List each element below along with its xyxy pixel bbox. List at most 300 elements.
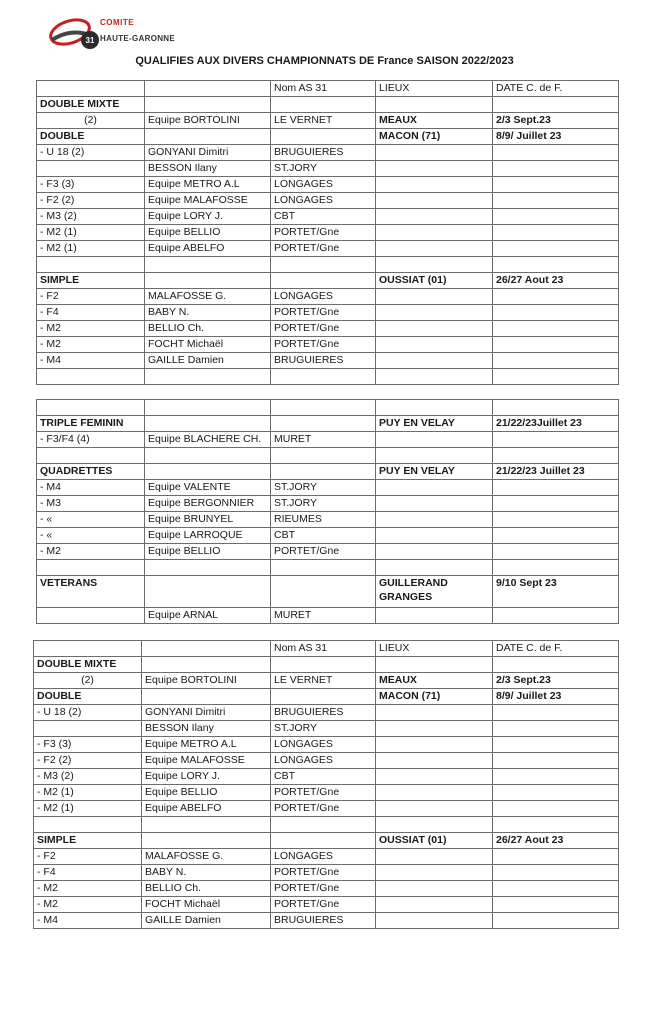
table-cell: ST.JORY <box>271 480 376 496</box>
table-row <box>37 161 619 177</box>
table-cell: PUY EN VELAY <box>376 416 493 432</box>
logo-number: 31 <box>85 36 95 45</box>
table-row <box>34 753 619 769</box>
table-cell <box>493 865 619 881</box>
table-cell: Nom AS 31 <box>271 641 376 657</box>
table-cell: MURET <box>271 432 376 448</box>
table-cell: DATE C. de F. <box>493 81 619 97</box>
table-cell: LONGAGES <box>271 193 376 209</box>
table-cell <box>145 81 271 97</box>
table-cell: GONYANI Dimitri <box>142 705 271 721</box>
table-cell: Equipe METRO A.L <box>142 737 271 753</box>
table-cell: RIEUMES <box>271 512 376 528</box>
table-cell <box>376 289 493 305</box>
table-row <box>37 512 619 528</box>
table-cell <box>271 657 376 673</box>
table-cell: - « <box>37 512 145 528</box>
table-row <box>34 705 619 721</box>
table-cell: Equipe BELLIO <box>145 544 271 560</box>
table-cell: DOUBLE MIXTE <box>37 97 145 113</box>
table-cell <box>376 448 493 464</box>
table-cell: FOCHT Michaël <box>145 337 271 353</box>
table-cell <box>376 753 493 769</box>
table-cell <box>493 289 619 305</box>
table-cell: Equipe ABELFO <box>145 241 271 257</box>
table-cell <box>376 305 493 321</box>
table-cell <box>37 369 145 385</box>
table-cell <box>142 641 271 657</box>
table-cell: 9/10 Sept 23 <box>493 576 619 608</box>
table-cell: 8/9/ Juillet 23 <box>493 689 619 705</box>
table-cell: 21/22/23Juillet 23 <box>493 416 619 432</box>
table-header-row <box>37 81 619 97</box>
table-cell <box>376 913 493 929</box>
table-cell <box>493 544 619 560</box>
table-cell: LONGAGES <box>271 737 376 753</box>
table-cell <box>145 400 271 416</box>
table-cell: ST.JORY <box>271 721 376 737</box>
table-cell: LONGAGES <box>271 177 376 193</box>
table-cell <box>493 257 619 273</box>
table-row <box>34 769 619 785</box>
table-row <box>34 785 619 801</box>
table-row <box>37 464 619 480</box>
table-cell <box>145 273 271 289</box>
table-cell: CBT <box>271 769 376 785</box>
table-row <box>34 801 619 817</box>
table-cell: DOUBLE <box>34 689 142 705</box>
table-cell <box>376 849 493 865</box>
table-cell: PORTET/Gne <box>271 321 376 337</box>
table-cell: FOCHT Michaël <box>142 897 271 913</box>
table-row <box>34 833 619 849</box>
table-cell: GAILLE Damien <box>145 353 271 369</box>
table-cell: 26/27 Aout 23 <box>493 273 619 289</box>
table-cell: BABY N. <box>145 305 271 321</box>
table-row <box>37 496 619 512</box>
table-cell: - M3 (2) <box>34 769 142 785</box>
table-row <box>37 560 619 576</box>
table-cell: Equipe ARNAL <box>145 608 271 624</box>
table-cell <box>271 257 376 273</box>
table-cell <box>493 480 619 496</box>
table-cell <box>493 369 619 385</box>
page-title: QUALIFIES AUX DIVERS CHAMPIONNATS DE France SAISON 2022/2023 <box>135 55 514 67</box>
table-cell: DOUBLE <box>37 129 145 145</box>
table-cell <box>493 817 619 833</box>
table-cell: - M2 <box>37 321 145 337</box>
table-row <box>34 865 619 881</box>
table-cell <box>376 801 493 817</box>
table-cell <box>271 689 376 705</box>
table-row <box>34 881 619 897</box>
table-row <box>34 673 619 689</box>
table-cell: Equipe BORTOLINI <box>142 673 271 689</box>
table-row <box>37 97 619 113</box>
table-cell <box>271 416 376 432</box>
table-row <box>34 817 619 833</box>
table-cell <box>145 560 271 576</box>
table-cell: MEAUX <box>376 113 493 129</box>
table-cell: PORTET/Gne <box>271 225 376 241</box>
table-cell <box>34 817 142 833</box>
table-row <box>37 369 619 385</box>
table-cell: LONGAGES <box>271 753 376 769</box>
table-cell <box>145 416 271 432</box>
table-cell: GAILLE Damien <box>142 913 271 929</box>
table-cell <box>493 657 619 673</box>
table-row <box>37 337 619 353</box>
table-cell <box>37 400 145 416</box>
table-cell: BELLIO Ch. <box>145 321 271 337</box>
table-cell: - M2 (1) <box>37 241 145 257</box>
table-cell <box>493 97 619 113</box>
table-cell: MACON (71) <box>376 689 493 705</box>
table-cell: Equipe ABELFO <box>142 801 271 817</box>
table-cell <box>493 496 619 512</box>
table-cell: PORTET/Gne <box>271 305 376 321</box>
table-cell <box>376 161 493 177</box>
table-cell <box>376 496 493 512</box>
table-row <box>37 145 619 161</box>
table-cell: ST.JORY <box>271 161 376 177</box>
table-cell: LE VERNET <box>271 673 376 689</box>
table-cell <box>145 576 271 608</box>
table-cell: - U 18 (2) <box>37 145 145 161</box>
table-cell: 21/22/23 Juillet 23 <box>493 464 619 480</box>
table-cell <box>376 512 493 528</box>
table-cell <box>271 833 376 849</box>
table-cell: - M3 <box>37 496 145 512</box>
table-cell <box>142 833 271 849</box>
table-cell <box>376 544 493 560</box>
table-cell <box>271 129 376 145</box>
table-cell <box>142 689 271 705</box>
table-cell: Equipe BORTOLINI <box>145 113 271 129</box>
table-cell <box>145 257 271 273</box>
table-row <box>37 129 619 145</box>
table-row <box>34 897 619 913</box>
table-cell <box>493 528 619 544</box>
table-row <box>37 416 619 432</box>
table-cell: Equipe MALAFOSSE <box>142 753 271 769</box>
table-cell <box>145 129 271 145</box>
table-cell <box>376 528 493 544</box>
table-cell <box>142 657 271 673</box>
table-cell <box>493 769 619 785</box>
table-cell <box>376 785 493 801</box>
table-cell <box>376 209 493 225</box>
table-cell: PORTET/Gne <box>271 544 376 560</box>
table-row <box>37 608 619 624</box>
table-row <box>37 177 619 193</box>
table-row <box>37 480 619 496</box>
table-cell <box>376 608 493 624</box>
table-cell <box>271 560 376 576</box>
table-cell: Equipe LORY J. <box>142 769 271 785</box>
table-cell: OUSSIAT (01) <box>376 273 493 289</box>
table-row <box>37 257 619 273</box>
table-cell: QUADRETTES <box>37 464 145 480</box>
table-cell: 8/9/ Juillet 23 <box>493 129 619 145</box>
table-cell: LE VERNET <box>271 113 376 129</box>
table-cell: - M2 (1) <box>34 785 142 801</box>
table-cell: - « <box>37 528 145 544</box>
table-cell <box>145 448 271 464</box>
table-row <box>34 657 619 673</box>
table-cell: - M2 (1) <box>37 225 145 241</box>
table-cell <box>493 512 619 528</box>
table-cell <box>493 353 619 369</box>
table-row <box>37 576 619 608</box>
table-cell: BRUGUIERES <box>271 145 376 161</box>
table-cell: GUILLERAND GRANGES <box>376 576 493 608</box>
table-cell: Equipe LORY J. <box>145 209 271 225</box>
table-cell <box>271 576 376 608</box>
table-main-1 <box>36 80 619 385</box>
table-row <box>37 448 619 464</box>
table-cell: - M4 <box>37 480 145 496</box>
table-row <box>37 273 619 289</box>
table-cell: VETERANS <box>37 576 145 608</box>
table-cell: MALAFOSSE G. <box>142 849 271 865</box>
table-cell <box>37 608 145 624</box>
table-cell <box>376 897 493 913</box>
table-cell <box>376 817 493 833</box>
table-cell <box>376 193 493 209</box>
table-row <box>37 400 619 416</box>
table-row <box>37 544 619 560</box>
table-cell <box>37 257 145 273</box>
table-cell <box>376 97 493 113</box>
table-cell: - F3 (3) <box>37 177 145 193</box>
table-cell <box>142 817 271 833</box>
table-cell <box>376 432 493 448</box>
table-cell: Nom AS 31 <box>271 81 376 97</box>
table-row <box>37 289 619 305</box>
table-row <box>34 721 619 737</box>
table-cell <box>376 321 493 337</box>
table-cell: MEAUX <box>376 673 493 689</box>
table-cell <box>271 400 376 416</box>
table-cell: (2) <box>37 113 145 129</box>
table-row <box>37 225 619 241</box>
table-cell <box>37 161 145 177</box>
table-cell: - F4 <box>37 305 145 321</box>
table-row <box>37 321 619 337</box>
table-cell: BELLIO Ch. <box>142 881 271 897</box>
table-row <box>37 113 619 129</box>
table-cell <box>376 369 493 385</box>
table-cell: - M4 <box>37 353 145 369</box>
table-cell: - M2 <box>34 881 142 897</box>
table-cell <box>493 193 619 209</box>
table-cell <box>37 81 145 97</box>
table-cell <box>271 97 376 113</box>
table-row <box>37 305 619 321</box>
table-cell <box>376 337 493 353</box>
table-cell: Equipe BELLIO <box>142 785 271 801</box>
table-cell <box>376 480 493 496</box>
table-cell: LIEUX <box>376 641 493 657</box>
table-cell <box>271 448 376 464</box>
table-cell: TRIPLE FEMININ <box>37 416 145 432</box>
table-cell: PORTET/Gne <box>271 241 376 257</box>
table-row <box>34 689 619 705</box>
table-cell: BRUGUIERES <box>271 913 376 929</box>
table-cell: CBT <box>271 528 376 544</box>
table-cell: 26/27 Aout 23 <box>493 833 619 849</box>
table-cell: LONGAGES <box>271 849 376 865</box>
table-cell <box>493 225 619 241</box>
table-cell <box>493 448 619 464</box>
table-row <box>37 193 619 209</box>
table-cell: PORTET/Gne <box>271 801 376 817</box>
table-cell <box>376 225 493 241</box>
table-cell: PORTET/Gne <box>271 897 376 913</box>
table-cell <box>376 353 493 369</box>
table-cell <box>493 608 619 624</box>
table-cell: BESSON Ilany <box>145 161 271 177</box>
table-cell: BRUGUIERES <box>271 705 376 721</box>
table-cell <box>493 305 619 321</box>
table-cell <box>493 337 619 353</box>
table-cell: Equipe BERGONNIER <box>145 496 271 512</box>
table-cell: OUSSIAT (01) <box>376 833 493 849</box>
table-cell: BRUGUIERES <box>271 353 376 369</box>
table-cell <box>493 145 619 161</box>
table-row <box>37 209 619 225</box>
table-cell: (2) <box>34 673 142 689</box>
table-cell: - F2 <box>34 849 142 865</box>
table-cell: PORTET/Gne <box>271 881 376 897</box>
table-cell <box>145 464 271 480</box>
table-cell <box>493 241 619 257</box>
table-header-row <box>34 641 619 657</box>
table-cell <box>37 560 145 576</box>
table-cell <box>34 721 142 737</box>
table-row <box>37 432 619 448</box>
table-row <box>34 737 619 753</box>
table-cell <box>376 400 493 416</box>
table-cell <box>493 753 619 769</box>
table-main-3 <box>33 640 619 929</box>
table-cell: SIMPLE <box>37 273 145 289</box>
table-cell <box>493 321 619 337</box>
table-cell <box>493 400 619 416</box>
table-cell <box>271 464 376 480</box>
table-cell: - U 18 (2) <box>34 705 142 721</box>
table-cell <box>34 641 142 657</box>
table-row <box>37 528 619 544</box>
table-cell: ST.JORY <box>271 496 376 512</box>
logo-line2: HAUTE-GARONNE <box>100 34 176 43</box>
table-cell <box>493 785 619 801</box>
table-cell <box>493 177 619 193</box>
table-cell: - F3 (3) <box>34 737 142 753</box>
table-cell <box>376 721 493 737</box>
table-cell <box>376 560 493 576</box>
table-cell: Equipe BELLIO <box>145 225 271 241</box>
table-row <box>37 353 619 369</box>
table-cell: LONGAGES <box>271 289 376 305</box>
table-cell: MALAFOSSE G. <box>145 289 271 305</box>
table-cell <box>493 209 619 225</box>
table-cell: - M2 <box>34 897 142 913</box>
table-cell <box>493 432 619 448</box>
table-cell <box>493 801 619 817</box>
table-cell: MACON (71) <box>376 129 493 145</box>
table-cell <box>376 865 493 881</box>
table-cell <box>376 241 493 257</box>
table-cell: PUY EN VELAY <box>376 464 493 480</box>
table-cell <box>376 145 493 161</box>
table-cell: LIEUX <box>376 81 493 97</box>
table-cell <box>37 448 145 464</box>
table-cell <box>493 913 619 929</box>
table-cell: PORTET/Gne <box>271 337 376 353</box>
table-cell <box>493 849 619 865</box>
table-cell: BABY N. <box>142 865 271 881</box>
table-cell <box>376 737 493 753</box>
table-cell <box>493 737 619 753</box>
table-cell: - F4 <box>34 865 142 881</box>
table-cell: MURET <box>271 608 376 624</box>
table-cell: Equipe BLACHERE CH. <box>145 432 271 448</box>
table-cell: - F2 (2) <box>34 753 142 769</box>
table-cell: SIMPLE <box>34 833 142 849</box>
logo-line1: COMITE <box>100 18 135 27</box>
table-cell: - M2 <box>37 544 145 560</box>
table-cell: PORTET/Gne <box>271 865 376 881</box>
table-cell: 2/3 Sept.23 <box>493 673 619 689</box>
table-cell <box>376 769 493 785</box>
table-cell <box>493 721 619 737</box>
table-cell: PORTET/Gne <box>271 785 376 801</box>
table-cell: - M3 (2) <box>37 209 145 225</box>
table-cell: - F3/F4 (4) <box>37 432 145 448</box>
table-cell: - F2 (2) <box>37 193 145 209</box>
table-cell: 2/3 Sept.23 <box>493 113 619 129</box>
table-cell: CBT <box>271 209 376 225</box>
table-row <box>37 241 619 257</box>
table-cell <box>493 881 619 897</box>
table-cell: Equipe BRUNYEL <box>145 512 271 528</box>
table-row <box>34 849 619 865</box>
table-cell: Equipe MALAFOSSE <box>145 193 271 209</box>
table-cell <box>376 881 493 897</box>
table-cell <box>376 657 493 673</box>
table-cell <box>271 817 376 833</box>
table-cell: - M4 <box>34 913 142 929</box>
table-cell: Equipe LARROQUE <box>145 528 271 544</box>
table-cell <box>145 97 271 113</box>
table-cell: - M2 <box>37 337 145 353</box>
table-cell <box>493 560 619 576</box>
table-cell <box>493 705 619 721</box>
table-cell <box>376 177 493 193</box>
table-cell <box>493 897 619 913</box>
table-cell <box>145 369 271 385</box>
table-cell: Equipe VALENTE <box>145 480 271 496</box>
table-cell: BESSON Ilany <box>142 721 271 737</box>
table-cell: DOUBLE MIXTE <box>34 657 142 673</box>
table-cell <box>376 257 493 273</box>
table-cell <box>271 273 376 289</box>
table-row <box>34 913 619 929</box>
table-cell: - F2 <box>37 289 145 305</box>
table-main-2 <box>36 399 619 624</box>
